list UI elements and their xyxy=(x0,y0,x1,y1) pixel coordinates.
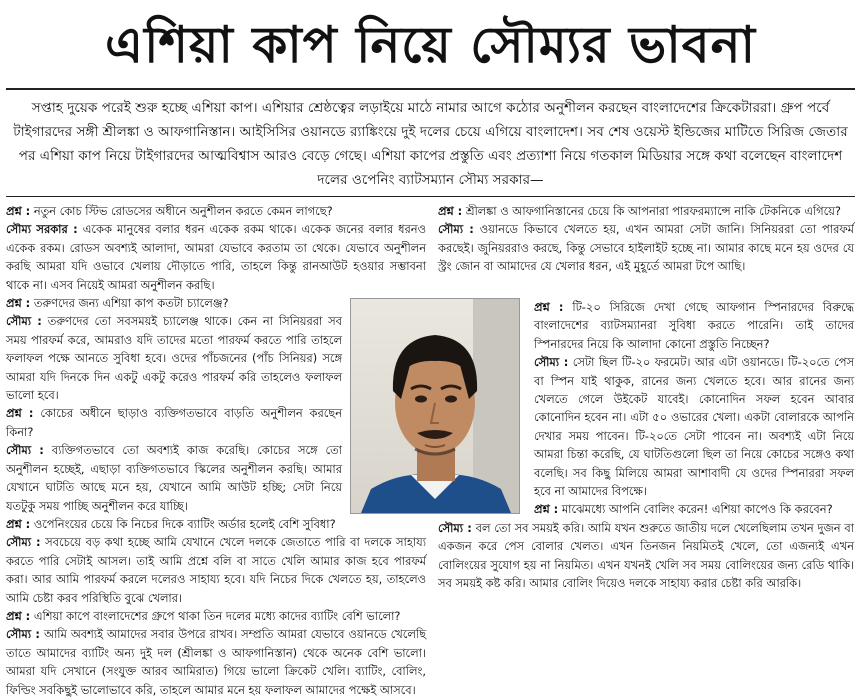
answer-text: তরুণদের তো সবসময়ই চ্যালেঞ্জ থাকে। কেন না সিনিয়ররা সব সময় পারফর্ম করে, আমরাও যদি তাদের মতো পারফর্ম করতে পারি তাহলে ফলাফল পক্ষে আনতে সুবিধা হবে। ওদের পাঁচজনের (পাঁচ সিনিয়র) সঙ্গে আমরা যদি দিনকে দিন একটু একটু করেও পারফর্ম করি তাহলেও ফলাফল ভালো হবে। xyxy=(6,314,343,403)
answer-label: সৌম্য : xyxy=(438,222,474,237)
question-label: প্রশ্ন : xyxy=(6,406,34,421)
question-text: ওপেনিংয়ের চেয়ে কি নিচের দিকে ব্যাটিং অর্ডার হলেই বেশি সুবিধা? xyxy=(33,516,336,531)
qa-block-6 xyxy=(438,202,854,276)
question-text: মাঝেমধ্যে আপনি বোলিং করেন! এশিয়া কাপেও কি করবেন? xyxy=(561,502,833,517)
question-label: প্রশ্ন : xyxy=(6,204,31,218)
answer-label: সৌম্য সরকার : xyxy=(6,222,78,237)
question-text: এশিয়া কাপে বাংলাদেশের গ্রুপে থাকা তিন দলের মধ্যে কাদের ব্যাটিং বেশি ভালো? xyxy=(33,608,401,623)
question-label: প্রশ্ন : xyxy=(438,204,463,218)
question-text: নতুন কোচ স্টিভ রোডসের অধীনে অনুশীলন করতে কেমন লাগছে? xyxy=(33,204,333,218)
headline: এশিয়া কাপ নিয়ে সৌম্যর ভাবনা xyxy=(105,15,756,74)
answer-text: বল তো সব সময়ই করি। আমি যখন শুরুতে জাতীয় দলে খেলেছিলাম তখন দুজন বা একজন করে পেস বোলার খেলত। এখন তিনজন নিয়মিতই খেলে, তো এজন্যই এখন বোলিংয়ের সুযোগ হয় না নিয়মিত। এখন যখনই খেলি সব সময় বোলিংয়ের জন্য রেডি থাকি। সব সময়ই কষ্ট করি। আমার বোলিং দিয়েও দলকে সাহায্য করার চেষ্টা করি আরকি। xyxy=(438,520,855,591)
question-text: শ্রীলঙ্কা ও আফগানিস্তানের চেয়ে কি আপনারা পারফরম্যান্সে নাকি টেকনিকে এগিয়ে? xyxy=(465,204,841,218)
answer-label: সৌম্য : xyxy=(534,355,569,370)
player-photo xyxy=(350,298,520,514)
question-label: প্রশ্ন : xyxy=(534,502,559,517)
answer-text: ব্যক্তিগতভাবে তো অবশ্যই কাজ করেছি। কোচের সঙ্গে তো অনুশীলন হচ্ছেই, এছাড়া ব্যক্তিগতভাবে স্কিলের অনুশীলন করছি। আমার যেখানে ঘাটতি আছে মনে হয়, যেখানে আমি আউট হচ্ছি; সেটা নিয়ে যতটুকু সময় পাচ্ছি অনুশীলন করে যাচ্ছি। xyxy=(6,443,342,513)
qa-block-4 xyxy=(6,515,426,607)
question-text: কোচের অধীনে ছাড়াও ব্যক্তিগতভাবে বাড়তি অনুশীলন করছেন কিনা? xyxy=(6,406,342,439)
question-label: প্রশ্ন : xyxy=(6,296,31,311)
answer-text: আমি অবশ্যই আমাদের সবার উপরে রাখব। সম্প্রতি আমরা যেভাবে ওয়ানডে খেলেছি তাতে আমাদের ব্যাটিং অন্য দুই দল (শ্রীলঙ্কা ও আফগানিস্তান) থেকে অনেক বেশি ভালো। আমরা যদি সেখানে (সংযুক্ত আরব আমিরাত) গিয়ে ভালো ক্রিকেট খেলি। ব্যাটিং, বোলিং, ফিল্ডিং সবকিছুই ভালোভাবে করি, তাহলে আমার মনে হয় ফলাফল আমাদের পক্ষেই আসবে। xyxy=(6,627,426,697)
headline-rule xyxy=(6,88,855,90)
right-column-top xyxy=(438,202,854,298)
answer-label: সৌম্য : xyxy=(438,520,472,535)
answer-label: সৌম্য : xyxy=(6,314,42,329)
qa-block-1 xyxy=(6,202,426,294)
answer-text: সবচেয়ে বড় কথা হচ্ছে আমি যেখানে খেলে দলকে জেতাতে পারি বা দলকে সাহায্য করতে পারি সেটাই আসল। তাই আমি প্রশ্নে বলি বা সাতে খেলি আমার কাজ হবে পারফর্ম করা। আর আমি পারফর্ম করলে দলেরও সাহায্য হবে। যদি নিচের দিকে খেলতে হয়, তাহলেও আমি চেষ্টা করব পরিস্থিতি বুঝে খেলার। xyxy=(6,535,427,605)
player-portrait-image xyxy=(351,299,519,513)
qa-block-5 xyxy=(6,607,426,699)
answer-label: সৌম্য : xyxy=(6,627,40,642)
answer-text: একেক মানুষের বলার ধরন একেক রকম থাকে। একেক জনের বলার ধরনও একেক রকম। রোডস অবশ্যই আলাদা, আমরা যেভাবে করতাম তা থেকে। যেভাবে অনুশীলন করছি আমরা যদি ওভাবে খেলায় দৌড়াতে পারি, তাহলে কিন্তু রানআউট হওয়ার সম্ভাবনা থাকে না। এসব নিয়েই আমরা অনুশীলন করছি। xyxy=(6,222,426,292)
answer-text: ওয়ানডে কিভাবে খেলতে হয়, এখন আমরা সেটা জানি। সিনিয়ররা তো পারফর্ম করছেই। জুনিয়ররাও করছে, কিন্তু সেভাবে হাইলাইট হচ্ছে না। আমার কাছে মনে হয় ওদের যে স্ট্রং জোন বা আমাদের যে খেলার ধরন, এই মুহূর্তে আমরা টপে আছি। xyxy=(438,222,854,274)
question-text: তরুণদের জন্য এশিয়া কাপ কতটা চ্যালেঞ্জ? xyxy=(33,296,229,311)
question-label: প্রশ্ন : xyxy=(6,516,31,531)
intro-paragraph xyxy=(6,96,855,194)
intro-rule xyxy=(6,196,855,197)
answer-label: সৌম্য : xyxy=(6,443,44,458)
answer-label: সৌম্য : xyxy=(6,535,41,550)
question-label: প্রশ্ন : xyxy=(534,300,564,314)
question-text: টি-২০ সিরিজে দেখা গেছে আফগান স্পিনারদের বিরুদ্ধে বাংলাদেশের ব্যাটসম্যানরা সুবিধা করতে পারেনি। তাই তাদের স্পিনারদের নিয়ে কি আলাদা কোনো প্রস্তুতি নিচ্ছেন? xyxy=(534,300,854,351)
intro-text: সপ্তাহ দুয়েক পরেই শুরু হচ্ছে এশিয়া কাপ। এশিয়ার শ্রেষ্ঠত্বের লড়াইয়ে মাঠে নামার আগে কঠোর অনুশীলন করছেন বাংলাদেশের ক্রিকেটাররা। গ্রুপ পর্বে টাইগারদের সঙ্গী শ্রীলঙ্কা ও আফগানিস্তান। আইসিসির ওয়ানডে র‌্যাঙ্কিংয়ে দুই দলের চেয়ে এগিয়ে বাংলাদেশ। সব শেষ ওয়েস্ট ইন্ডিজের মাটিতে সিরিজ জেতার পর এশিয়া কাপ নিয়ে টাইগারদের আত্মবিশ্বাস আরও বেড়ে গেছে। এশিয়া কাপের প্রস্তুতি এবং প্রত্যাশা নিয়ে গতকাল মিডিয়ার সঙ্গে কথা বলেছেন বাংলাদেশ দলের ওপেনিং ব্যাটসম্যান সৌম্য সরকার— xyxy=(13,100,848,188)
question-label: প্রশ্ন : xyxy=(6,608,31,623)
answer-text: সেটা ছিল টি-২০ ফরমেট। আর এটা ওয়ানডে। টি-২০তে পেস বা স্পিন যাই থাকুক, রানের জন্য খেলতে হবে। আর রানের জন্য খেলতে গেলে উইকেট যাবেই। কোনোদিন সফল হবেন আবার কোনোদিন হবেন না। এটা ৫০ ওভারের খেলা। একটা বোলারকে আপনি দেখার সময় পাবেন। টি-২০তে সেটা পাবেন না। অবশ্যই এটা নিয়ে আমরা চিন্তা করেছি, যে ঘাটতিগুলো ছিল তা নিয়ে কোচের সঙ্গেও কথা বলেছি। সব কিছু মিলিয়ে আমরা আশাবাদী যে ওদের স্পিনাররা সফল হবে না আমাদের বিপক্ষে। xyxy=(534,355,854,499)
